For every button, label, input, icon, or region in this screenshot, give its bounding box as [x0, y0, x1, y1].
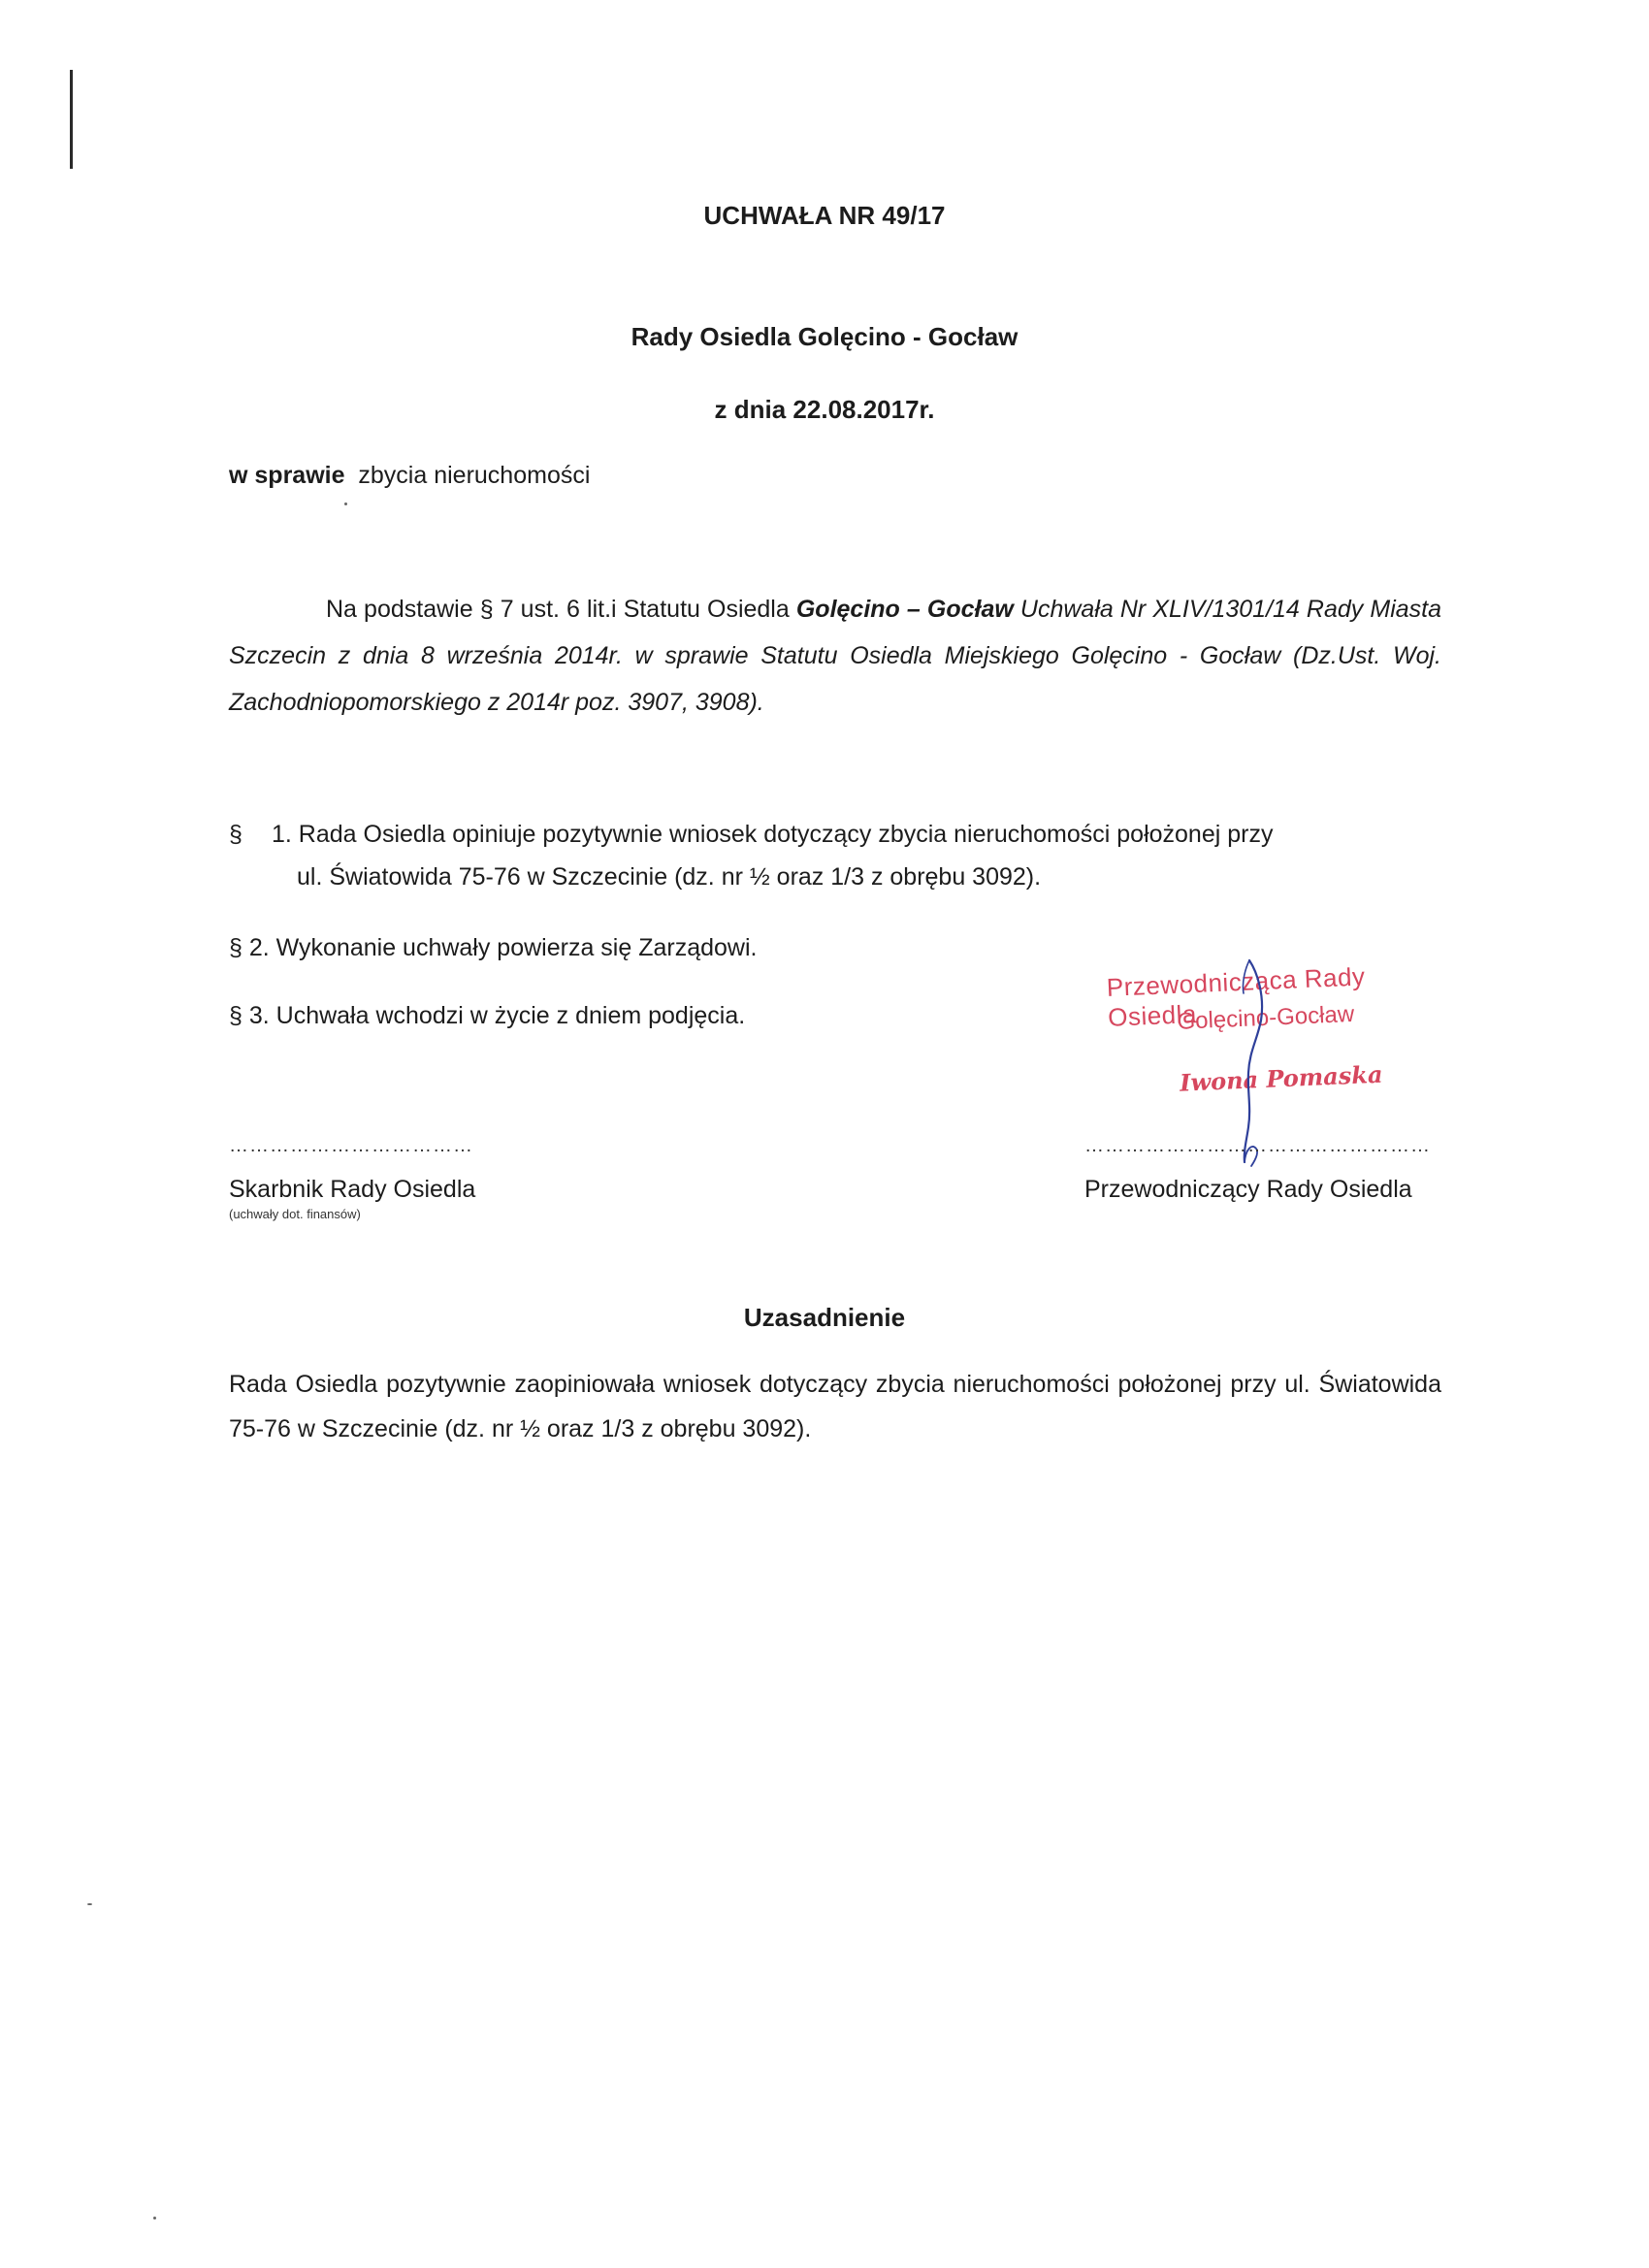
scan-speck [153, 2217, 156, 2219]
paragraph-2: § 2. Wykonanie uchwały powierza się Zarządowi. [229, 934, 758, 961]
legal-basis-estate: Golęcino – Gocław [795, 596, 1014, 623]
scan-speck [87, 1903, 92, 1905]
legal-basis-intro: Na podstawie § 7 ust. 6 lit.i Statutu Osiedla [326, 596, 796, 623]
scan-speck [344, 502, 347, 505]
paragraph-1-line-1: 1. Rada Osiedla opiniuje pozytywnie wniosek dotyczący zbycia nieruchomości położonej przy [272, 821, 1274, 848]
treasurer-title: Skarbnik Rady Osiedla [229, 1176, 476, 1203]
subject-line [229, 454, 590, 497]
treasurer-signature-line: ……………………………… [229, 1135, 473, 1156]
resolution-title: UCHWAŁA NR 49/17 [703, 201, 946, 230]
chairman-title: Przewodniczący Rady Osiedla [1084, 1176, 1412, 1203]
treasurer-note: (uchwały dot. finansów) [229, 1207, 361, 1221]
subject-label: w sprawie [229, 462, 345, 489]
paragraph-1 [229, 813, 1441, 898]
resolution-council: Rady Osiedla Golęcino - Gocław [630, 322, 1018, 351]
paragraph-3: § 3. Uchwała wchodzi w życie z dniem podjęcia. [229, 1002, 746, 1029]
subject-text: zbycia nieruchomości [358, 462, 591, 489]
paragraph-sign: § [229, 821, 242, 848]
legal-basis-citation: Uchwała Nr XLIV/1301/14 Rady Miasta Szczecin z dnia 8 września 2014r. w sprawie Statutu Osiedla Miejskiego Golęcino - Gocław (Dz.Ust. Woj. Zachodniopomorskiego z 2014r poz. 3907, 3908). [229, 596, 1442, 716]
chairman-signature-line: …………………………………………… [1084, 1135, 1431, 1156]
margin-mark [70, 70, 73, 169]
resolution-date: z dnia 22.08.2017r. [714, 395, 935, 424]
justification-heading: Uzasadnienie [743, 1303, 906, 1332]
paragraph-1-line-2: ul. Światowida 75-76 w Szczecinie (dz. nr ½ oraz 1/3 z obrębu 3092). [297, 863, 1042, 891]
stamp-line-2: Golęcino-Gocław [1176, 1000, 1355, 1035]
justification-text: Rada Osiedla pozytywnie zaopiniowała wniosek dotyczący zbycia nieruchomości położonej przy ul. Światowida 75-76 w Szczecinie (dz. nr ½ oraz 1/3 z obrębu 3092). [229, 1371, 1441, 1442]
legal-basis [229, 586, 1441, 726]
stamp-line-1: Przewodnicząca Rady Osiedla [1106, 961, 1367, 1032]
stamp-line-3: Iwona Pomaska [1179, 1059, 1383, 1097]
